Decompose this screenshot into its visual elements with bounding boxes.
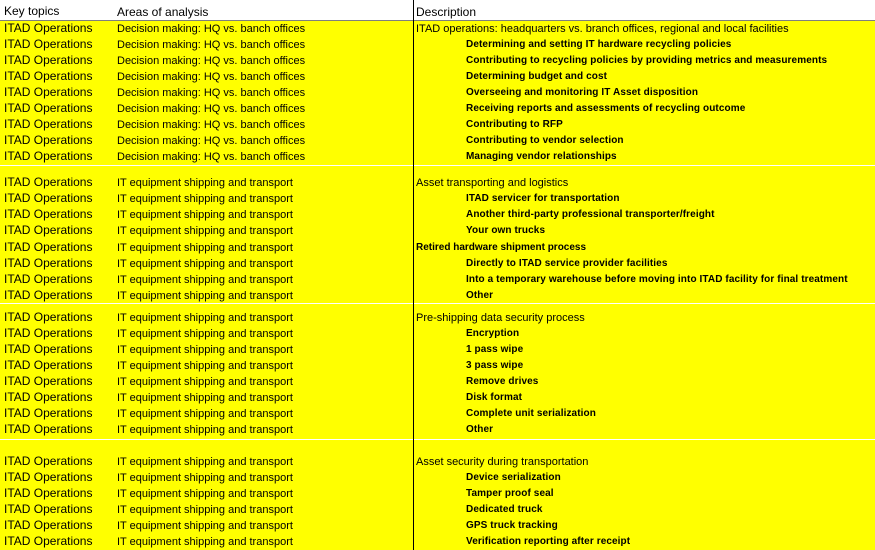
key-topic-cell: ITAD Operations	[4, 310, 93, 324]
key-topic-cell: ITAD Operations	[4, 191, 93, 205]
description-cell: Dedicated truck	[466, 504, 543, 515]
description-cell: GPS truck tracking	[466, 520, 558, 531]
area-cell: IT equipment shipping and transport	[117, 209, 293, 221]
area-cell: Decision making: HQ vs. banch offices	[117, 103, 306, 115]
area-cell: IT equipment shipping and transport	[117, 392, 293, 404]
description-cell: 3 pass wipe	[466, 360, 524, 371]
description-cell: Asset transporting and logistics	[416, 177, 569, 189]
header-row	[0, 0, 875, 21]
description-cell: Disk format	[466, 392, 523, 403]
description-cell: Another third-party professional transporter/freight	[466, 209, 715, 220]
area-cell: IT equipment shipping and transport	[117, 424, 293, 436]
key-topic-cell: ITAD Operations	[4, 37, 93, 51]
description-cell: Contributing to recycling policies by providing metrics and measurements	[466, 55, 828, 66]
key-topic-cell: ITAD Operations	[4, 518, 93, 532]
area-cell: IT equipment shipping and transport	[117, 376, 293, 388]
key-topic-cell: ITAD Operations	[4, 390, 93, 404]
key-topic-cell: ITAD Operations	[4, 326, 93, 340]
description-cell: Device serialization	[466, 472, 561, 483]
area-cell: IT equipment shipping and transport	[117, 488, 293, 500]
description-cell: Contributing to vendor selection	[466, 135, 624, 146]
description-cell: 1 pass wipe	[466, 344, 524, 355]
area-cell: Decision making: HQ vs. banch offices	[117, 119, 306, 131]
key-topic-cell: ITAD Operations	[4, 470, 93, 484]
description-cell: Retired hardware shipment process	[416, 242, 587, 253]
key-topic-cell: ITAD Operations	[4, 534, 93, 548]
description-cell: Contributing to RFP	[466, 119, 563, 130]
area-cell: Decision making: HQ vs. banch offices	[117, 151, 306, 163]
key-topic-cell: ITAD Operations	[4, 342, 93, 356]
description-cell: Directly to ITAD service provider facilities	[466, 258, 668, 269]
area-cell: IT equipment shipping and transport	[117, 456, 293, 468]
key-topic-cell: ITAD Operations	[4, 69, 93, 83]
area-cell: Decision making: HQ vs. banch offices	[117, 23, 306, 35]
key-topic-cell: ITAD Operations	[4, 101, 93, 115]
key-topic-cell: ITAD Operations	[4, 454, 93, 468]
area-cell: Decision making: HQ vs. banch offices	[117, 55, 306, 67]
description-cell: Your own trucks	[466, 225, 546, 236]
area-cell: Decision making: HQ vs. banch offices	[117, 87, 306, 99]
description-cell: Into a temporary warehouse before moving into ITAD facility for final treatment	[466, 274, 848, 285]
area-cell: IT equipment shipping and transport	[117, 290, 293, 302]
description-cell: Other	[466, 424, 494, 435]
area-cell: Decision making: HQ vs. banch offices	[117, 71, 306, 83]
area-cell: IT equipment shipping and transport	[117, 520, 293, 532]
key-topic-cell: ITAD Operations	[4, 406, 93, 420]
description-cell: Receiving reports and assessments of recycling outcome	[466, 103, 746, 114]
area-cell: Decision making: HQ vs. banch offices	[117, 39, 306, 51]
key-topic-cell: ITAD Operations	[4, 21, 93, 35]
description-cell: Tamper proof seal	[466, 488, 554, 499]
area-cell: Decision making: HQ vs. banch offices	[117, 135, 306, 147]
header-areas-of-analysis: Areas of analysis	[117, 5, 209, 19]
description-cell: Remove drives	[466, 376, 539, 387]
key-topic-cell: ITAD Operations	[4, 422, 93, 436]
key-topic-cell: ITAD Operations	[4, 256, 93, 270]
description-cell: ITAD operations: headquarters vs. branch offices, regional and local facilities	[416, 23, 789, 35]
key-topic-cell: ITAD Operations	[4, 85, 93, 99]
description-cell: ITAD servicer for transportation	[466, 193, 620, 204]
area-cell: IT equipment shipping and transport	[117, 274, 293, 286]
key-topic-cell: ITAD Operations	[4, 117, 93, 131]
key-topic-cell: ITAD Operations	[4, 502, 93, 516]
area-cell: IT equipment shipping and transport	[117, 408, 293, 420]
area-cell: IT equipment shipping and transport	[117, 177, 293, 189]
area-cell: IT equipment shipping and transport	[117, 536, 293, 548]
description-cell: Determining budget and cost	[466, 71, 608, 82]
area-cell: IT equipment shipping and transport	[117, 193, 293, 205]
key-topic-cell: ITAD Operations	[4, 53, 93, 67]
key-topic-cell: ITAD Operations	[4, 374, 93, 388]
description-cell: Encryption	[466, 328, 520, 339]
description-cell: Complete unit serialization	[466, 408, 596, 419]
description-cell: Asset security during transportation	[416, 456, 589, 468]
key-topic-cell: ITAD Operations	[4, 223, 93, 237]
key-topic-cell: ITAD Operations	[4, 240, 93, 254]
area-cell: IT equipment shipping and transport	[117, 328, 293, 340]
area-cell: IT equipment shipping and transport	[117, 258, 293, 270]
key-topic-cell: ITAD Operations	[4, 358, 93, 372]
area-cell: IT equipment shipping and transport	[117, 504, 293, 516]
area-cell: IT equipment shipping and transport	[117, 312, 293, 324]
key-topic-cell: ITAD Operations	[4, 486, 93, 500]
area-cell: IT equipment shipping and transport	[117, 242, 293, 254]
key-topic-cell: ITAD Operations	[4, 207, 93, 221]
key-topic-cell: ITAD Operations	[4, 149, 93, 163]
description-cell: Managing vendor relationships	[466, 151, 617, 162]
key-topic-cell: ITAD Operations	[4, 288, 93, 302]
header-description: Description	[416, 5, 477, 19]
column-divider	[413, 0, 414, 550]
area-cell: IT equipment shipping and transport	[117, 225, 293, 237]
description-cell: Other	[466, 290, 494, 301]
key-topic-cell: ITAD Operations	[4, 175, 93, 189]
key-topic-cell: ITAD Operations	[4, 272, 93, 286]
area-cell: IT equipment shipping and transport	[117, 472, 293, 484]
key-topic-cell: ITAD Operations	[4, 133, 93, 147]
area-cell: IT equipment shipping and transport	[117, 344, 293, 356]
area-cell: IT equipment shipping and transport	[117, 360, 293, 372]
description-cell: Overseeing and monitoring IT Asset disposition	[466, 87, 699, 98]
description-cell: Pre-shipping data security process	[416, 312, 585, 324]
header-key-topics: Key topics	[4, 4, 60, 18]
description-cell: Verification reporting after receipt	[466, 536, 631, 547]
description-cell: Determining and setting IT hardware recycling policies	[466, 39, 732, 50]
